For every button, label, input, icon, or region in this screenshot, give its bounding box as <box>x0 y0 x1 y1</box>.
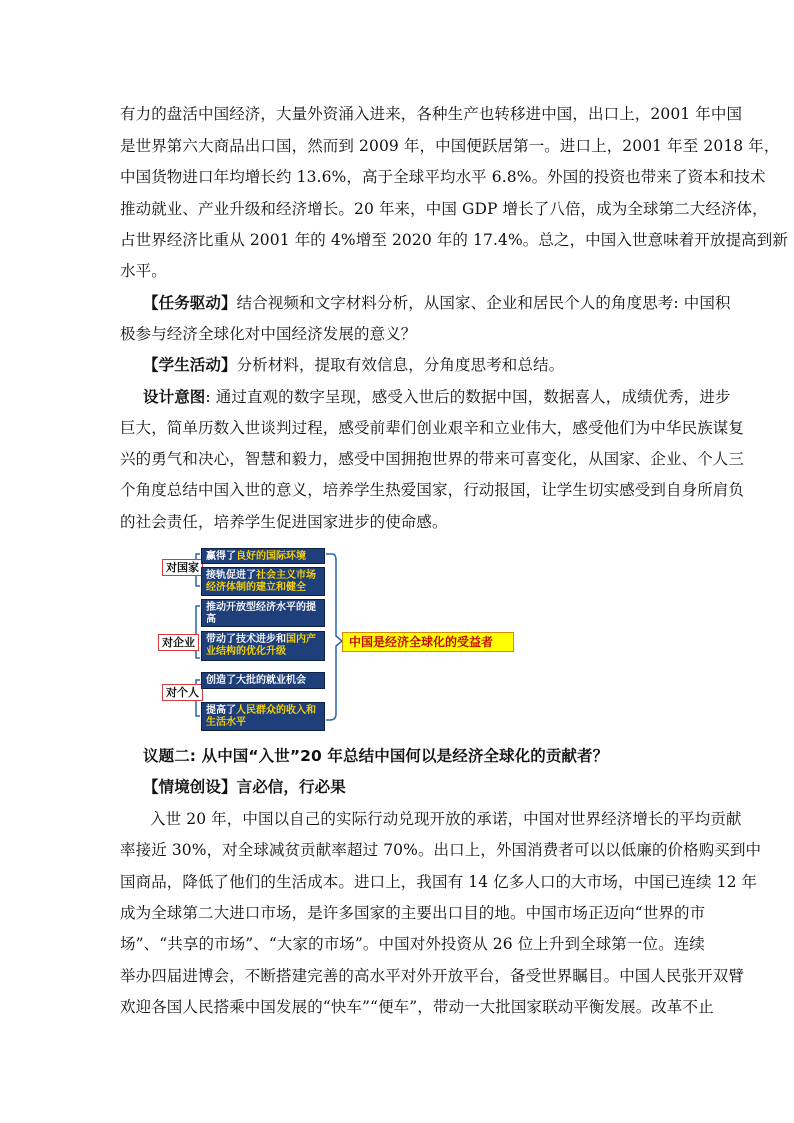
scenario-label: 【情境创设】 <box>143 778 237 796</box>
text-line: 占世界经济比重从 2001 年的 4%增至 2020 年的 17.4%。总之，中国入世意味着开放提高到新 <box>120 231 788 249</box>
category-individual: 对个人 <box>162 684 203 701</box>
diagram-item: 创造了大批的就业机会 <box>201 672 325 689</box>
diagram-item: 接轨促进了社会主义市场经济体制的建立和健全 <box>201 567 325 596</box>
text-line: 巨大，简单历数入世谈判过程，感受前辈们创业艰辛和立业伟大，感受他们为中华民族谋复 <box>120 419 745 437</box>
text-line: 入世 20 年，中国以自己的实际行动兑现开放的承诺，中国对世界经济增长的平均贡献 <box>150 810 742 828</box>
task-label: 【任务驱动】 <box>143 294 237 312</box>
design-text: : 通过直观的数字呈现，感受入世后的数据中国，数据喜人，成绩优秀，进步 <box>205 388 731 406</box>
category-country: 对国家 <box>162 559 203 576</box>
diagram-item: 赢得了良好的国际环境 <box>201 548 325 564</box>
scenario-text: 言必信，行必果 <box>236 778 346 796</box>
diagram-item: 推动开放型经济水平的提高 <box>201 599 325 627</box>
bracket-right <box>326 554 342 720</box>
text-line: 举办四届进博会，不断搭建完善的高水平对外开放平台，备受世界瞩目。中国人民张开双臂 <box>120 967 745 985</box>
text-line: 场”、“共享的市场”、“大家的市场”。中国对外投资从 26 位上升到全球第一位。连续 <box>120 935 705 953</box>
text-line: 欢迎各国人民搭乘中国发展的“快车”“便车”，带动一大批国家联动平衡发展。改革不止 <box>120 998 714 1016</box>
text-line: 中国货物进口年均增长约 13.6%，高于全球平均水平 6.8%。外国的投资也带来了资本和技术 <box>120 168 766 186</box>
activity-label: 【学生活动】 <box>143 356 237 374</box>
text-line: 有力的盘活中国经济，大量外资涌入进来，各种生产也转移进中国，出口上，2001 年中国 <box>120 105 743 123</box>
text-line: 成为全球第二大进口市场，是许多国家的主要出口目的地。中国市场正迈向“世界的市 <box>120 904 706 922</box>
diagram-item: 带动了技术进步和国内产业结构的优化升级 <box>201 631 325 661</box>
text-line: 个角度总结中国入世的意义，培养学生热爱国家，行动报国，让学生切实感受到自身所肩负 <box>120 481 745 499</box>
text-line: 的社会责任，培养学生促进国家进步的使命感。 <box>120 513 448 531</box>
scenario-heading <box>143 777 346 797</box>
category-enterprise: 对企业 <box>158 634 199 651</box>
topic-2-heading: 议题二: 从中国“入世”20 年总结中国何以是经济全球化的贡献者？ <box>143 747 609 765</box>
text-line: 水平。 <box>120 262 167 280</box>
design-label: 设计意图 <box>143 388 206 406</box>
text-line: 兴的勇气和决心，智慧和毅力，感受中国拥抱世界的带来可喜变化，从国家、企业、个人三 <box>120 450 745 468</box>
text-line: 国商品，降低了他们的生活成本。进口上，我国有 14 亿多人口的大市场，中国已连续 12 年 <box>120 873 758 891</box>
activity-text: 分析材料，提取有效信息，分角度思考和总结。 <box>236 356 565 374</box>
task-text-line2: 极参与经济全球化对中国经济发展的意义？ <box>120 325 417 343</box>
text-line: 是世界第六大商品出口国，然而到 2009 年，中国便跃居第一。进口上，2001 年至 2018 年， <box>120 137 780 155</box>
text-line: 推动就业、产业升级和经济增长。20 年来，中国 GDP 增长了八倍，成为全球第二大经济体， <box>120 200 768 218</box>
task-text: 结合视频和文字材料分析，从国家、企业和居民个人的角度思考: 中国积 <box>236 294 731 312</box>
text-line: 率接近 30%，对全球减贫贡献率超过 70%。出口上，外国消费者可以以低廉的价格购买到中 <box>120 841 762 859</box>
diagram-item: 提高了人民群众的收入和生活水平 <box>201 702 325 731</box>
result-box: 中国是经济全球化的受益者 <box>342 632 514 652</box>
